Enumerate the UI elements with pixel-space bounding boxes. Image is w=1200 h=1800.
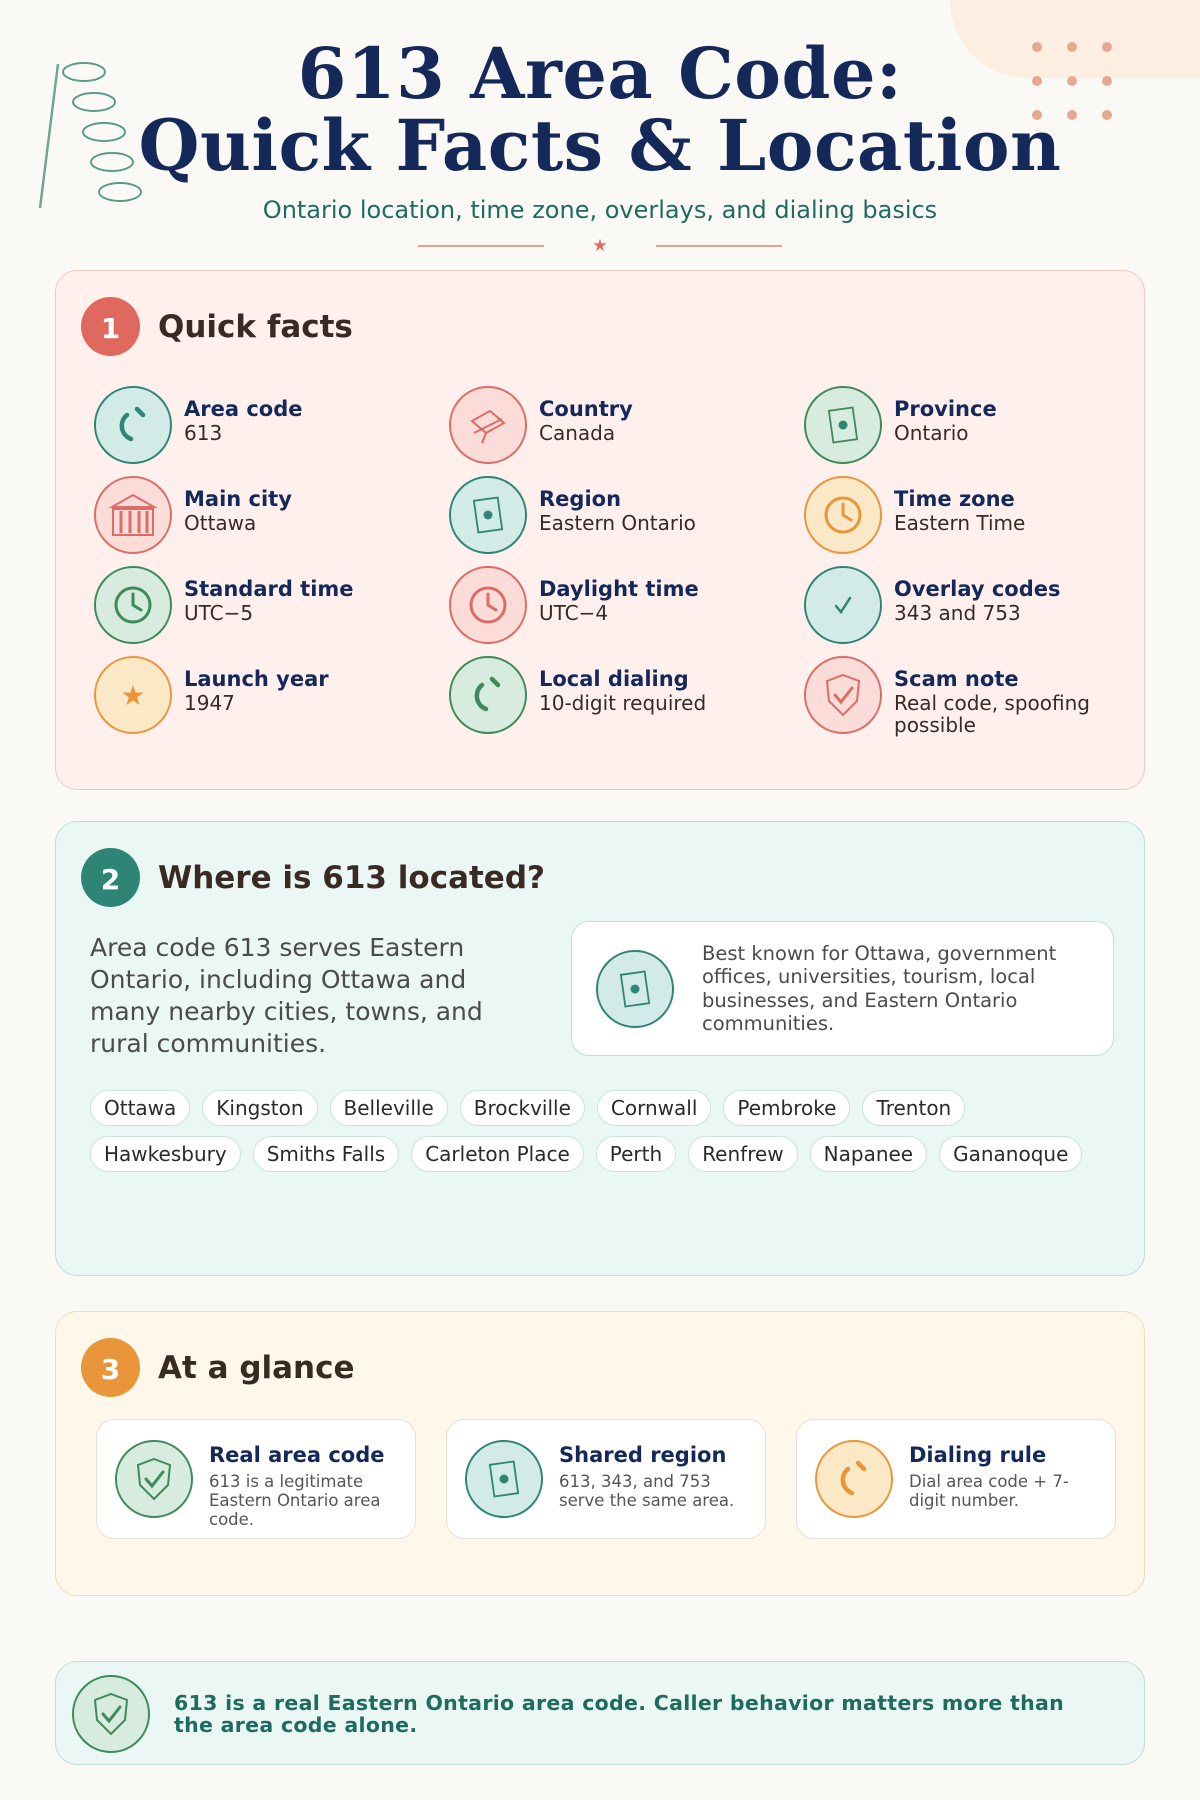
fact-value: 10-digit required <box>539 691 707 715</box>
at-a-glance-section <box>55 1311 1145 1596</box>
glance-card-title: Real area code <box>209 1443 385 1467</box>
at-a-glance-heading <box>81 1338 355 1397</box>
fact-value: Ottawa <box>184 511 257 535</box>
phone-icon <box>94 386 172 464</box>
fact-label: Province <box>894 397 997 421</box>
fact-value: 1947 <box>184 691 235 715</box>
city-chip: Carleton Place <box>411 1136 584 1172</box>
map-pin-icon <box>596 950 674 1028</box>
fact-daylight-time <box>449 566 804 642</box>
shield-check-icon <box>72 1675 150 1753</box>
glance-card-real-area-code <box>96 1419 416 1539</box>
title-divider <box>0 236 1200 256</box>
city-chip: Gananoque <box>939 1136 1082 1172</box>
quick-facts-grid <box>94 386 1134 737</box>
section-title: At a glance <box>158 1349 355 1386</box>
section-title: Quick facts <box>158 308 353 345</box>
location-highlight-card <box>571 921 1114 1056</box>
fact-value: Eastern Time <box>894 511 1026 535</box>
quick-facts-section <box>55 270 1145 790</box>
section-title: Where is 613 located? <box>158 859 546 896</box>
fact-province <box>804 386 1134 462</box>
location-heading <box>81 848 545 907</box>
section-number-badge: 1 <box>81 297 140 356</box>
glance-card-title: Dialing rule <box>909 1443 1047 1467</box>
summary-banner-text: 613 is a real Eastern Ontario area code. Caller behavior matters more than the area code alone. <box>174 1691 1064 1737</box>
fact-main-city <box>94 476 449 552</box>
glance-card-desc: 613, 343, and 753 serve the same area. <box>559 1472 735 1510</box>
city-chip: Smiths Falls <box>253 1136 400 1172</box>
map-icon <box>449 386 527 464</box>
fact-value: UTC−5 <box>184 601 254 625</box>
map-pin-icon <box>449 476 527 554</box>
city-chip: Cornwall <box>597 1090 711 1126</box>
phone-icon <box>815 1440 893 1518</box>
fact-region <box>449 476 804 552</box>
glance-cards <box>96 1419 1116 1539</box>
fact-label: Time zone <box>894 487 1015 511</box>
fact-label: Overlay codes <box>894 577 1061 601</box>
fact-local-dialing <box>449 656 804 732</box>
city-chip: Belleville <box>330 1090 448 1126</box>
fact-label: Main city <box>184 487 292 511</box>
check-icon <box>804 566 882 644</box>
city-chips <box>90 1090 1110 1172</box>
city-chip: Brockville <box>460 1090 585 1126</box>
glance-card-desc: Dial area code + 7-digit number. <box>909 1472 1069 1510</box>
fact-label: Daylight time <box>539 577 699 601</box>
glance-card-title: Shared region <box>559 1443 727 1467</box>
page-title-line-1: 613 Area Code: <box>297 32 903 115</box>
city-chip: Trenton <box>862 1090 965 1126</box>
fact-label: Country <box>539 397 633 421</box>
glance-card-dialing-rule <box>796 1419 1116 1539</box>
location-description: Area code 613 serves Eastern Ontario, including Ottawa and many nearby cities, towns, and rural communities. <box>90 933 483 1058</box>
fact-label: Standard time <box>184 577 354 601</box>
fact-value: Canada <box>539 421 616 445</box>
quick-facts-heading <box>81 297 353 356</box>
fact-standard-time <box>94 566 449 642</box>
fact-label: Area code <box>184 397 303 421</box>
location-card-text: Best known for Ottawa, government offices, universities, tourism, local businesses, and Eastern Ontario communities. <box>702 941 1057 1035</box>
fact-launch-year <box>94 656 449 732</box>
fact-label: Local dialing <box>539 667 689 691</box>
fact-label: Region <box>539 487 622 511</box>
fact-area-code <box>94 386 449 462</box>
map-pin-icon <box>804 386 882 464</box>
city-chip: Pembroke <box>723 1090 850 1126</box>
star-icon: ★ <box>592 236 608 256</box>
phone-icon <box>449 656 527 734</box>
city-chip: Renfrew <box>688 1136 797 1172</box>
fact-label: Launch year <box>184 667 329 691</box>
fact-value: UTC−4 <box>539 601 609 625</box>
fact-country <box>449 386 804 462</box>
fact-value: Real code, spoofing possible <box>894 691 1090 737</box>
fact-overlay-codes <box>804 566 1134 642</box>
city-chip: Napanee <box>810 1136 927 1172</box>
city-chip: Perth <box>596 1136 676 1172</box>
page-title-line-2: Quick Facts & Location <box>138 104 1062 187</box>
page-subtitle: Ontario location, time zone, overlays, and dialing basics <box>262 196 938 224</box>
fact-value: 613 <box>184 421 223 445</box>
city-chip: Kingston <box>202 1090 317 1126</box>
building-icon <box>94 476 172 554</box>
fact-scam-note <box>804 656 1134 737</box>
page-header <box>0 32 1200 256</box>
location-section <box>55 821 1145 1276</box>
shield-check-icon <box>804 656 882 734</box>
fact-value: Ontario <box>894 421 969 445</box>
fact-value: 343 and 753 <box>894 601 1021 625</box>
glance-card-shared-region <box>446 1419 766 1539</box>
clock-icon <box>804 476 882 554</box>
star-icon <box>94 656 172 734</box>
shield-check-icon <box>115 1440 193 1518</box>
glance-card-desc: 613 is a legitimate Eastern Ontario area code. <box>209 1472 381 1529</box>
clock-icon <box>94 566 172 644</box>
fact-label: Scam note <box>894 667 1019 691</box>
map-pin-icon <box>465 1440 543 1518</box>
clock-icon <box>449 566 527 644</box>
city-chip: Hawkesbury <box>90 1136 241 1172</box>
fact-time-zone <box>804 476 1134 552</box>
city-chip: Ottawa <box>90 1090 190 1126</box>
summary-banner <box>55 1661 1145 1765</box>
fact-value: Eastern Ontario <box>539 511 696 535</box>
section-number-badge: 2 <box>81 848 140 907</box>
section-number-badge: 3 <box>81 1338 140 1397</box>
